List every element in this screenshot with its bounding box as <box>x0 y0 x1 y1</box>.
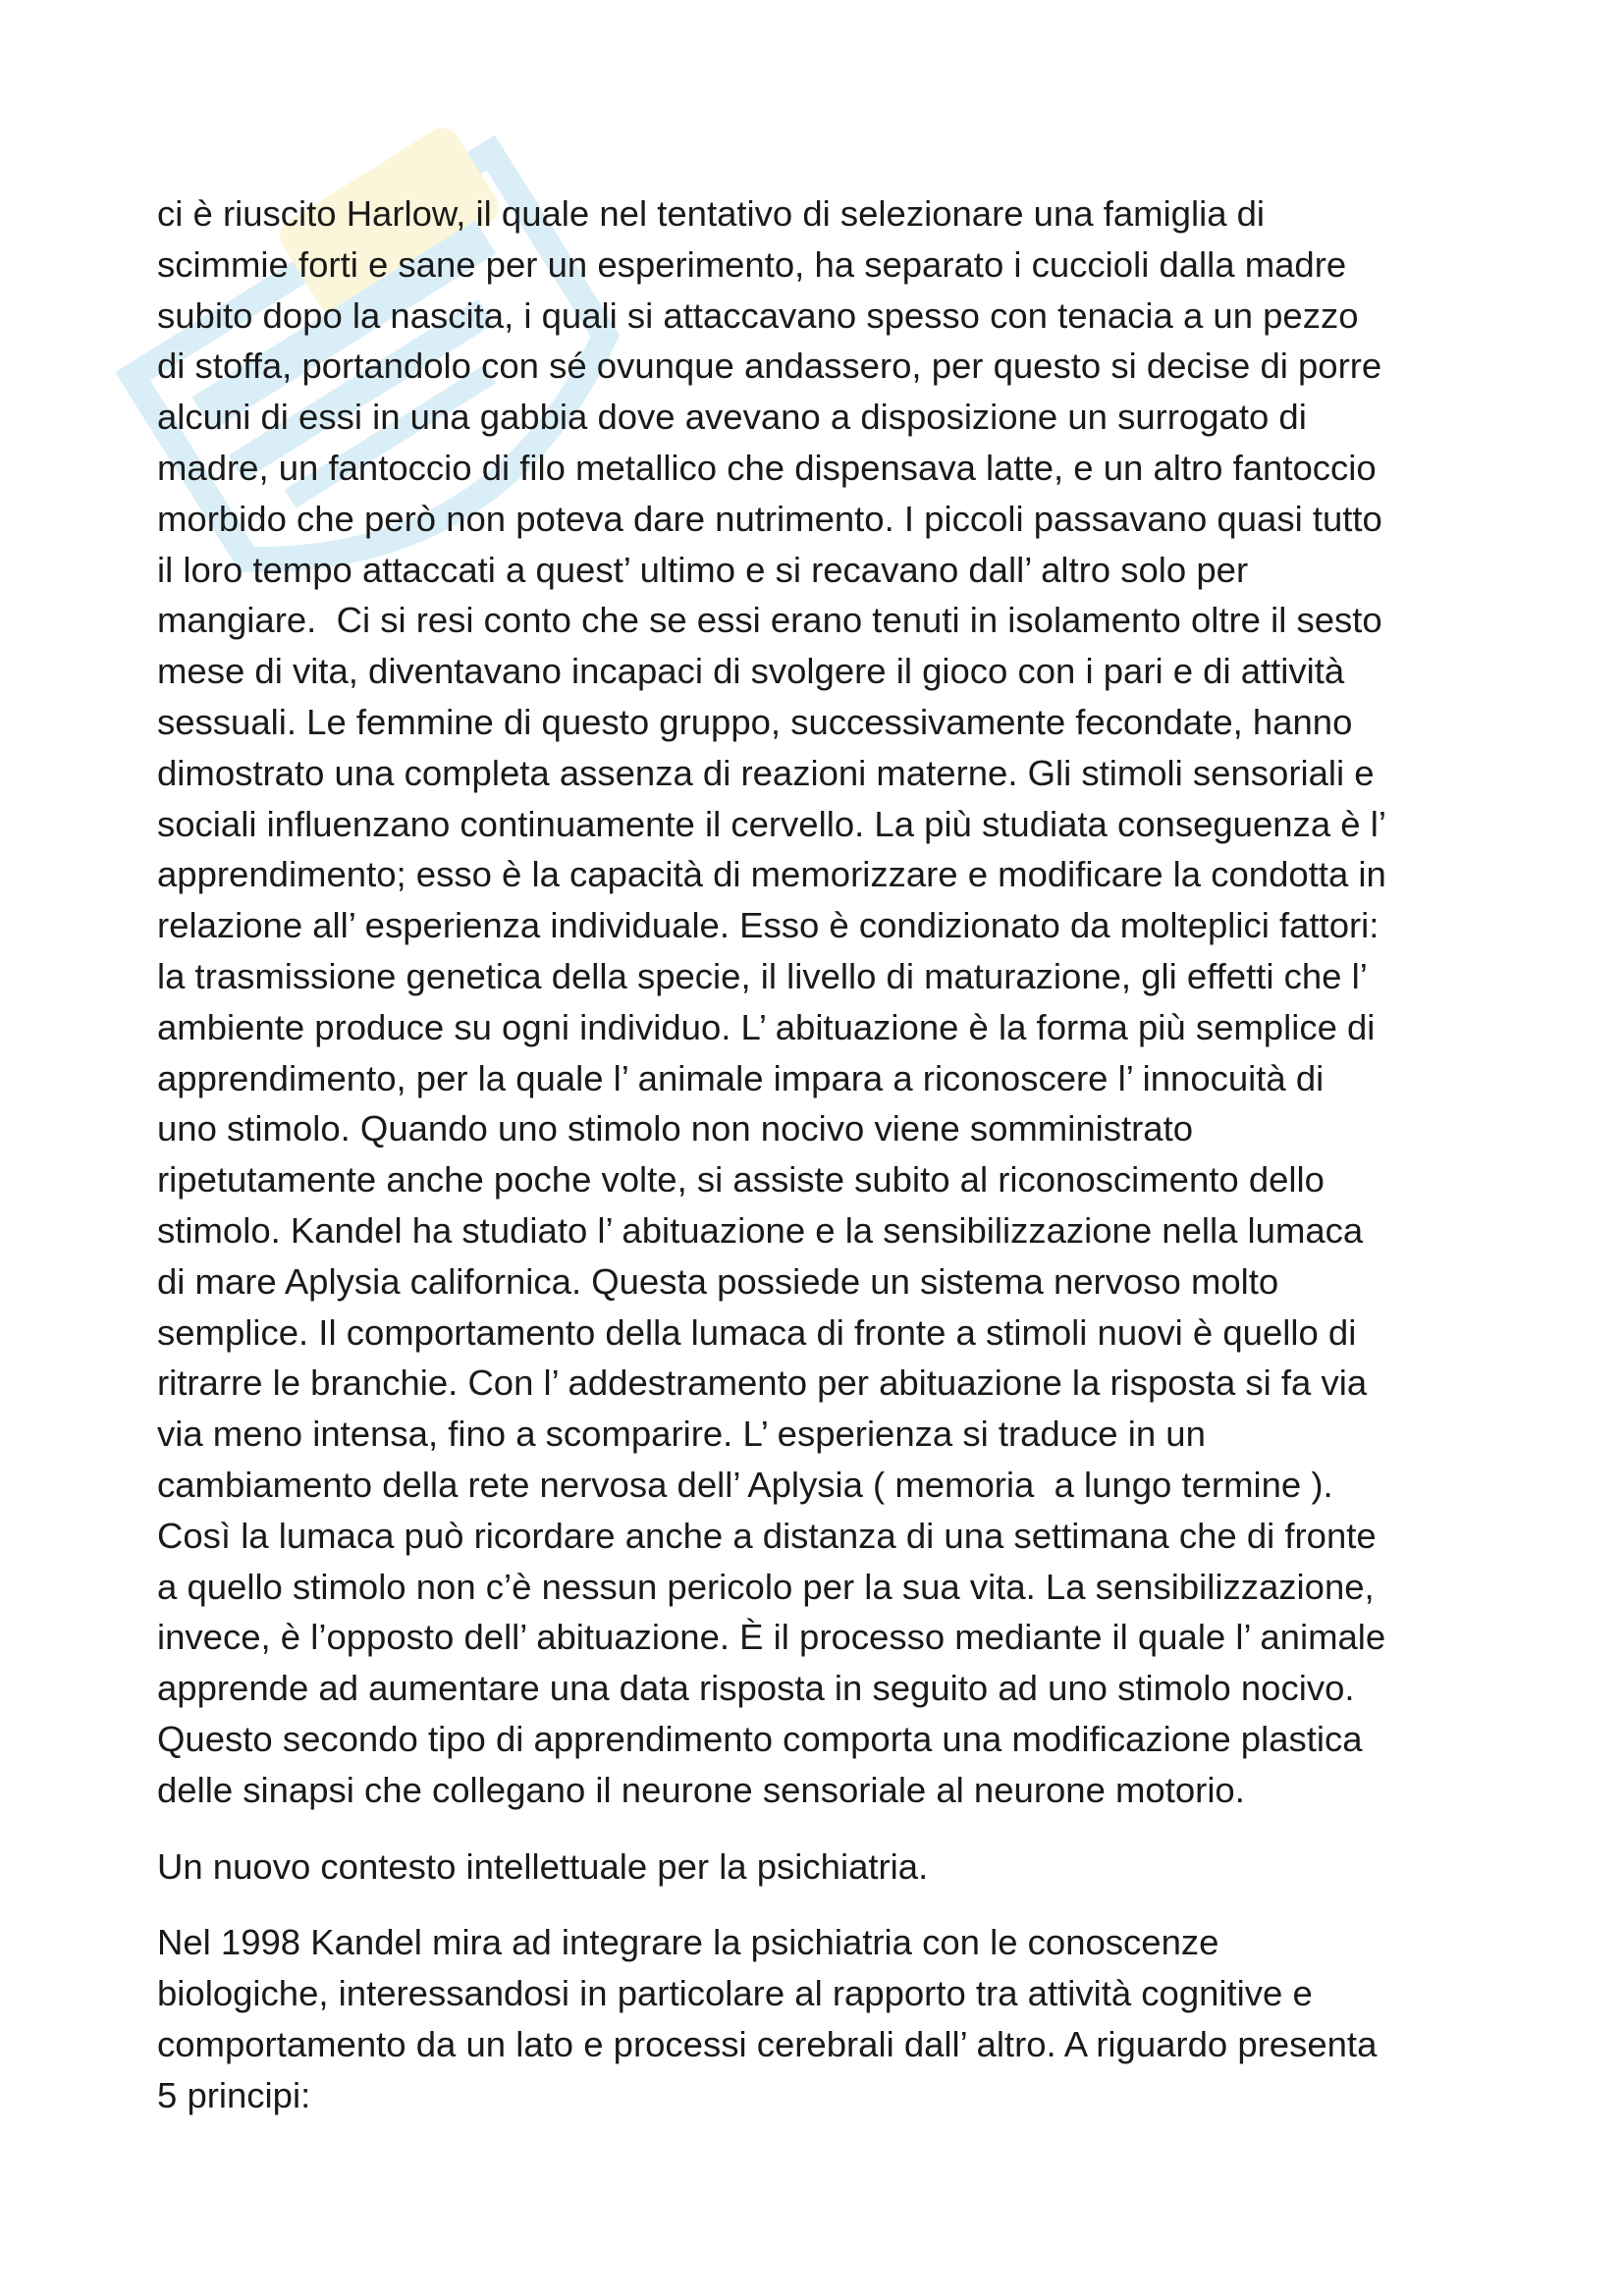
text-line: delle sinapsi che collegano il neurone sensoriale al neurone motorio. <box>157 1769 1245 1810</box>
text-line: apprendimento; esso è la capacità di memorizzare e modificare la condotta in <box>157 854 1386 895</box>
text-line: ci è riuscito Harlow, il quale nel tentativo di selezionare una famiglia di <box>157 193 1266 234</box>
text-line: Nel 1998 Kandel mira ad integrare la psichiatria con le conoscenze <box>157 1922 1219 1963</box>
text-line: di stoffa, portandolo con sé ovunque andassero, per questo si decise di porre <box>157 346 1382 387</box>
text-line: 5 principi: <box>157 2074 311 2115</box>
text-line: sociali influenzano continuamente il cervello. La più studiata conseguenza è l’ <box>157 803 1386 844</box>
text-line: Così la lumaca può ricordare anche a distanza di una settimana che di fronte <box>157 1515 1377 1556</box>
text-line: scimmie forti e sane per un esperimento, ha separato i cuccioli dalla madre <box>157 243 1347 285</box>
text-line: alcuni di essi in una gabbia dove avevano a disposizione un surrogato di <box>157 397 1307 438</box>
body-text <box>157 188 1483 2120</box>
text-line: morbido che però non poteva dare nutrimento. I piccoli passavano quasi tutto <box>157 498 1382 539</box>
text-line: la trasmissione genetica della specie, il livello di maturazione, gli effetti che l’ <box>157 955 1368 996</box>
text-line: mangiare. Ci si resi conto che se essi erano tenuti in isolamento oltre il sesto <box>157 600 1382 641</box>
text-line: Questo secondo tipo di apprendimento comporta una modificazione plastica <box>157 1718 1363 1759</box>
text-line: il loro tempo attaccati a quest’ ultimo e si recavano dall’ altro solo per <box>157 549 1249 590</box>
text-line: di mare Aplysia californica. Questa possiede un sistema nervoso molto <box>157 1260 1279 1302</box>
text-line: Un nuovo contesto intellettuale per la psichiatria. <box>157 1845 929 1887</box>
text-line: madre, un fantoccio di filo metallico che dispensava latte, e un altro fantoccio <box>157 447 1377 488</box>
text-line: uno stimolo. Quando uno stimolo non nocivo viene somministrato <box>157 1108 1194 1149</box>
text-line: apprendimento, per la quale l’ animale impara a riconoscere l’ innocuità di <box>157 1057 1325 1098</box>
text-line: dimostrato una completa assenza di reazioni materne. Gli stimoli sensoriali e <box>157 752 1375 793</box>
text-line: biologiche, interessandosi in particolare al rapporto tra attività cognitive e <box>157 1973 1313 2014</box>
text-line: subito dopo la nascita, i quali si attaccavano spesso con tenacia a un pezzo <box>157 294 1359 336</box>
text-line: ambiente produce su ogni individuo. L’ abituazione è la forma più semplice di <box>157 1006 1376 1047</box>
paragraph <box>157 1842 1483 1893</box>
text-line: ripetutamente anche poche volte, si assiste subito al riconoscimento dello <box>157 1159 1325 1201</box>
text-line: mese di vita, diventavano incapaci di svolgere il gioco con i pari e di attività <box>157 651 1345 692</box>
text-line: a quello stimolo non c’è nessun pericolo per la sua vita. La sensibilizzazione, <box>157 1566 1375 1607</box>
text-line: semplice. Il comportamento della lumaca di fronte a stimoli nuovi è quello di <box>157 1311 1357 1353</box>
text-line: comportamento da un lato e processi cerebrali dall’ altro. A riguardo presenta <box>157 2023 1378 2064</box>
text-line: invece, è l’opposto dell’ abituazione. È il processo mediante il quale l’ animale <box>157 1617 1386 1658</box>
text-line: apprende ad aumentare una data risposta in seguito ad uno stimolo nocivo. <box>157 1668 1355 1709</box>
text-line: via meno intensa, fino a scomparire. L’ esperienza si traduce in un <box>157 1414 1206 1455</box>
text-line: sessuali. Le femmine di questo gruppo, successivamente fecondate, hanno <box>157 701 1353 742</box>
text-line: ritrarre le branchie. Con l’ addestramento per abituazione la risposta si fa via <box>157 1362 1368 1404</box>
paragraph <box>157 188 1483 1816</box>
paragraph <box>157 1917 1483 2120</box>
text-line: stimolo. Kandel ha studiato l’ abituazione e la sensibilizzazione nella lumaca <box>157 1209 1364 1251</box>
text-line: cambiamento della rete nervosa dell’ Aplysia ( memoria a lungo termine ). <box>157 1464 1333 1505</box>
text-line: relazione all’ esperienza individuale. Esso è condizionato da molteplici fattori: <box>157 905 1380 946</box>
